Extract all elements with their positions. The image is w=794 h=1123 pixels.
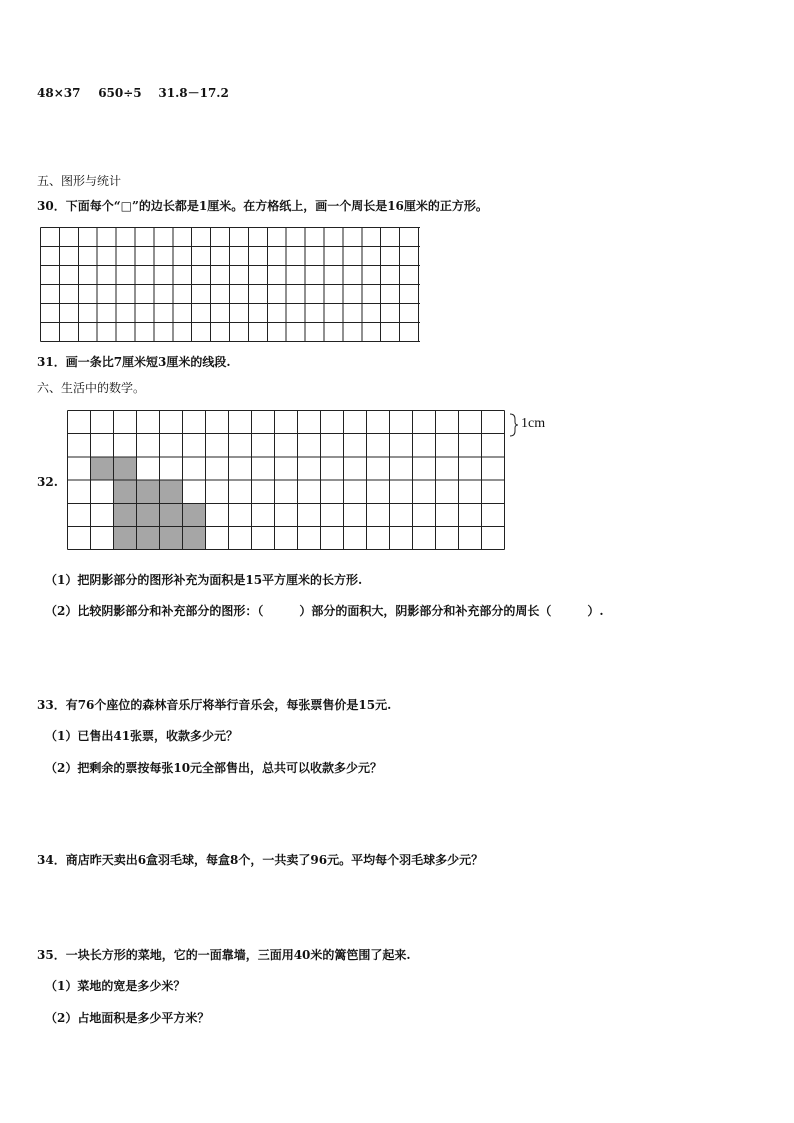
square-grid-paper [40, 227, 420, 343]
calc-item: 48×37 [37, 86, 81, 100]
shaded-cell [137, 527, 160, 550]
question-30: 30．下面每个“□”的边长都是1厘米。在方格纸上，画一个周长是16厘米的正方形。 [37, 199, 488, 213]
question-34: 34．商店昨天卖出6盒羽毛球，每盒8个，一共卖了96元。平均每个羽毛球多少元？ [37, 853, 484, 867]
shaded-figure-grid [67, 410, 509, 554]
calc-item: 650÷5 [98, 86, 142, 100]
shaded-cell [160, 503, 183, 526]
unit-label: 1cm [521, 416, 546, 431]
question-35-part-1: （1）菜地的宽是多少米？ [45, 979, 186, 993]
shaded-cell [114, 527, 137, 550]
shaded-cell [183, 503, 206, 526]
question-32-part-2: （2）比较阴影部分和补充部分的图形：（ ）部分的面积大，阴影部分和补充部分的周长（ ）. [45, 604, 604, 618]
calculation-row [37, 86, 229, 100]
shaded-cell [160, 480, 183, 503]
question-35: 35．一块长方形的菜地，它的一面靠墙，三面用40米的篱笆围了起来. [37, 948, 411, 962]
question-33-part-2: （2）把剩余的票按每张10元全部售出，总共可以收款多少元？ [45, 761, 383, 775]
section-title-5: 五、图形与统计 [37, 174, 122, 188]
shaded-cell [91, 457, 114, 480]
shaded-cell [137, 480, 160, 503]
shaded-cell [114, 457, 137, 480]
question-33-part-1: （1）已售出41张票，收款多少元？ [45, 729, 239, 743]
shaded-cell [160, 527, 183, 550]
calc-item: 31.8－17.2 [158, 86, 229, 100]
question-32-label: 32. [37, 475, 58, 489]
shaded-cell [114, 480, 137, 503]
question-33: 33．有76个座位的森林音乐厅将举行音乐会，每张票售价是15元. [37, 698, 392, 712]
question-35-part-2: （2）占地面积是多少平方米？ [45, 1011, 210, 1025]
shaded-cell [114, 503, 137, 526]
question-31: 31．画一条比7厘米短3厘米的线段. [37, 355, 231, 369]
shaded-cell [183, 527, 206, 550]
shaded-cell [137, 503, 160, 526]
brace-icon [509, 413, 519, 437]
question-32-part-1: （1）把阴影部分的图形补充为面积是15平方厘米的长方形. [45, 573, 363, 587]
section-title-6: 六、生活中的数学。 [37, 381, 146, 395]
